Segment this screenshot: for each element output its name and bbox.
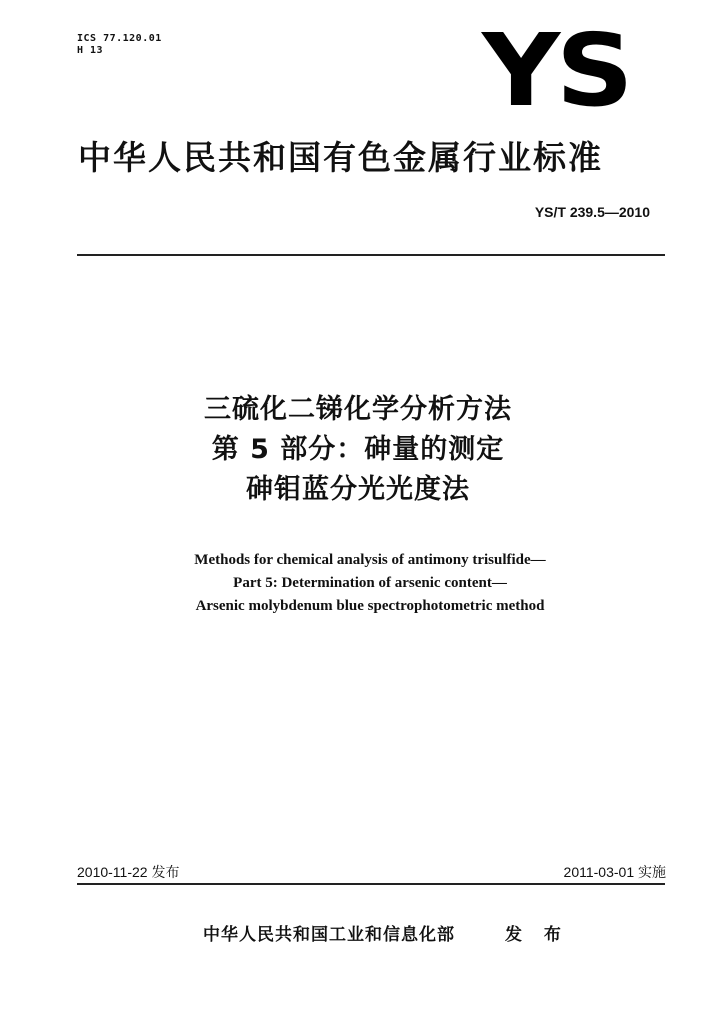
bottom-divider	[77, 883, 665, 885]
english-title-line-3: Arsenic molybdenum blue spectrophotometric method	[195, 598, 545, 614]
publish-label: 发 布	[505, 925, 569, 945]
implementation-date: 2011-03-01 实施	[563, 864, 666, 880]
chinese-title-line-2: 第 5 部分：砷量的测定	[211, 434, 505, 465]
english-title	[0, 549, 716, 618]
ys-logo: YS	[482, 12, 630, 129]
classification-codes	[77, 33, 162, 57]
ccs-code: H 13	[77, 45, 104, 56]
chinese-title-line-3: 砷钼蓝分光光度法	[246, 474, 470, 505]
ics-code: ICS 77.120.01	[77, 33, 162, 44]
industry-standard-title: 中华人民共和国有色金属行业标准	[78, 138, 603, 177]
publisher-name: 中华人民共和国工业和信息化部	[203, 925, 455, 945]
english-title-line-2: Part 5: Determination of arsenic content—	[233, 575, 507, 591]
english-title-line-1: Methods for chemical analysis of antimony trisulfide—	[194, 552, 546, 568]
issue-date: 2010-11-22 发布	[77, 864, 180, 880]
standard-number: YS/T 239.5—2010	[534, 204, 650, 220]
chinese-title-line-1: 三硫化二锑化学分析方法	[204, 394, 512, 425]
top-divider	[77, 254, 665, 256]
chinese-title	[0, 390, 716, 510]
